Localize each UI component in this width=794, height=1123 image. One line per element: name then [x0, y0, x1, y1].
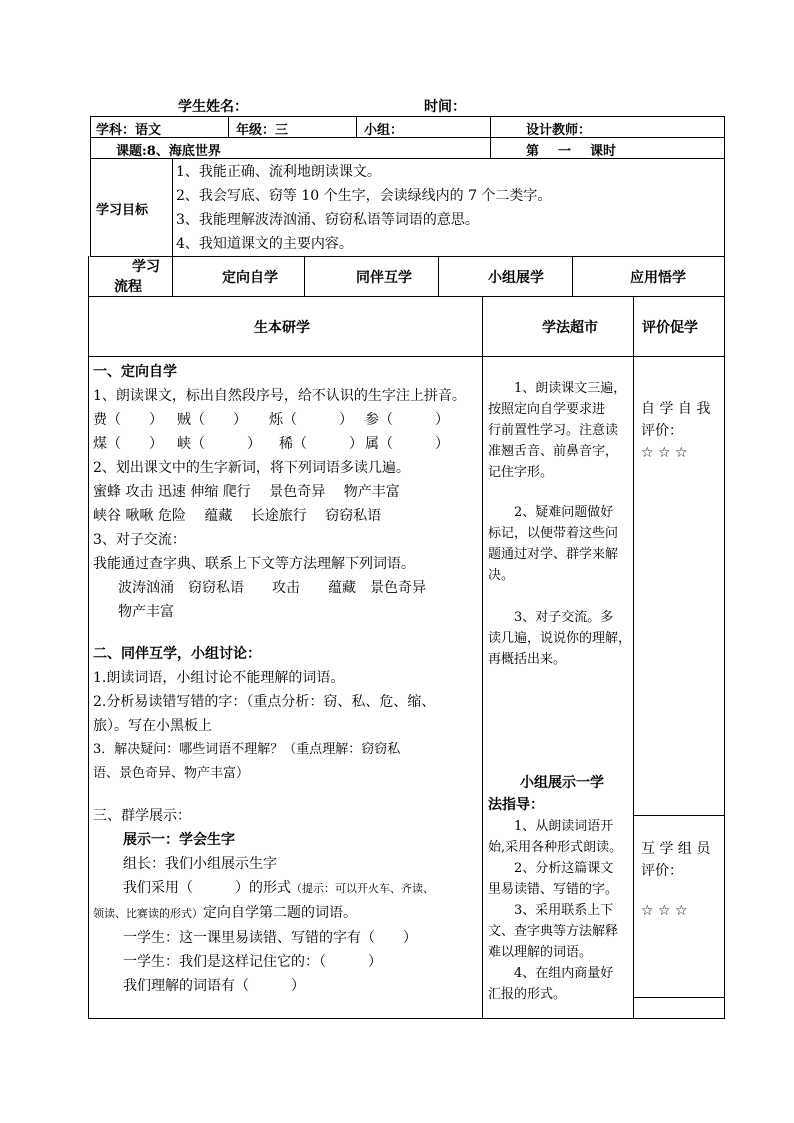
- method-line: 准翘舌音、前鼻音字，: [488, 444, 619, 459]
- section-1-p4: 我能通过查字典、联系上下文等方法理解下列词语。: [93, 556, 415, 572]
- section-2-title: 二、同伴互学，小组讨论：: [93, 646, 261, 662]
- process-label-line2: 流程: [114, 279, 142, 295]
- method-line: 3、对子交流。多: [514, 610, 614, 625]
- method-line: 汇报的形式。: [488, 987, 567, 1002]
- method-line: 难以理解的词语。: [488, 945, 593, 960]
- section-3-l3: [93, 901, 479, 926]
- goals-list: [176, 160, 551, 256]
- time-label: 时间：: [424, 99, 466, 115]
- section-1-title: 一、定向自学: [93, 364, 177, 380]
- method-block-3: [488, 607, 632, 670]
- char-item: 费（ ）: [93, 412, 163, 428]
- method-line: 4、在组内商量好: [514, 966, 614, 981]
- method-line: 标记，以便带着这些问: [488, 526, 619, 541]
- method-line: 行前置性学习。注意读: [488, 423, 619, 438]
- chars-row-2: [93, 432, 479, 456]
- subject-cell: 学科：语文: [96, 123, 162, 138]
- student-name-label: 学生姓名：: [178, 99, 248, 115]
- self-eval-line2: 评价：: [641, 423, 683, 439]
- method-line: 再概括出来。: [488, 652, 567, 667]
- section-3-l6: 我们理解的词语有（ ）: [123, 978, 305, 994]
- period-suffix: 课时: [590, 144, 617, 159]
- section-3-l3a: 领读、比赛读的形式）: [93, 907, 203, 920]
- method-line: 题通过对学、群学来解: [488, 547, 619, 562]
- goal-item: 4、我知道课文的主要内容。: [176, 236, 353, 252]
- method-line: 读几遍，说说你的理解，: [488, 631, 632, 646]
- method-block-4: [488, 816, 632, 1005]
- char-item: 参（ ）: [365, 412, 449, 428]
- section-3-l2: [93, 876, 479, 901]
- words-row-4: 物产丰富: [118, 604, 174, 620]
- col-eval-header: 评价促学: [642, 320, 698, 336]
- section-1-p3: 3、对子交流：: [93, 532, 186, 548]
- period-prefix: 第: [526, 144, 540, 159]
- section-2-p1: 1.朗读词语，小组讨论不能理解的词语。: [93, 670, 345, 686]
- section-3-l2b: （提示：可以开火车、齐读、: [291, 882, 434, 895]
- method-line: 2、分析这篇课文: [514, 861, 614, 876]
- col-method-header: 学法超市: [542, 320, 598, 336]
- group-cell: 小组：: [364, 123, 404, 138]
- words-row-2: 峡谷 啾啾 危险 蕴藏 长途旅行 窃窃私语: [93, 508, 382, 524]
- method-line: 3、采用联系上下: [514, 903, 614, 918]
- char-item: 煤（ ）: [93, 436, 163, 452]
- peer-eval-stars[interactable]: ☆ ☆ ☆: [641, 903, 688, 919]
- period-number: 一: [558, 144, 572, 159]
- method-block-2: [488, 502, 632, 586]
- group-guide-title-a: 小组展示一学: [520, 775, 604, 791]
- section-2-p3a: 3．解决疑问：哪些词语不理解？（重点理解：窃窃私: [93, 742, 401, 757]
- process-step-2: 同伴互学: [356, 270, 412, 286]
- method-block-1: [488, 378, 632, 483]
- section-3-l3b: 定向自学第二题的词语。: [203, 905, 357, 921]
- process-label-line1: 学习: [132, 259, 160, 275]
- main-content: [93, 360, 479, 998]
- section-2-p3b: 语、景色奇异、物产丰富）: [93, 766, 250, 781]
- method-line: 1、朗读课文三遍，: [514, 381, 627, 396]
- section-3-title: 三、群学展示：: [93, 808, 191, 824]
- process-step-4: 应用悟学: [630, 270, 686, 286]
- char-item: 稀（ ）: [279, 436, 363, 452]
- topic-cell: 课题:8、海底世界: [116, 144, 221, 159]
- section-3-sub1: 展示一：学会生字: [123, 832, 235, 848]
- method-line: 始,采用各种形式朗读。: [488, 840, 623, 855]
- section-2-p2b: 旅）。写在小黑板上: [93, 718, 212, 734]
- char-item: 贼（ ）: [177, 412, 247, 428]
- section-3-l1: 组长：我们小组展示生字: [123, 856, 277, 872]
- self-eval-line1: 自 学 自 我: [641, 401, 711, 417]
- goal-item: 2、我会写底、窃等 10 个生字，会读绿线内的 7 个二类字。: [176, 188, 552, 204]
- goal-item: 1、我能正确、流利地朗读课文。: [176, 164, 381, 180]
- designer-cell: 设计教师：: [526, 123, 592, 138]
- process-step-3: 小组展学: [488, 270, 544, 286]
- words-row-1: 蜜蜂 攻击 迅速 伸缩 爬行 景色奇异 物产丰富: [93, 484, 400, 500]
- process-step-1: 定向自学: [222, 270, 278, 286]
- section-3-l4: 一学生：这一课里易读错、写错的字有（ ）: [123, 930, 417, 946]
- section-3-l2a: 我们采用（ ）的形式: [123, 880, 291, 896]
- method-line: 按照定向自学要求进: [488, 402, 606, 417]
- method-line: 2、疑难问题做好: [514, 505, 614, 520]
- grade-cell: 年级：三: [236, 123, 289, 138]
- section-2-p2a: 2.分析易读错写错的字：（重点分析：窃、私、危、缩、: [93, 694, 436, 710]
- method-line: 文、查字典等方法解释: [488, 924, 619, 939]
- words-row-3: 波涛汹涌 窃窃私语 攻击 蕴藏 景色奇异: [118, 580, 426, 596]
- group-guide-title-b: 法指导：: [488, 797, 544, 813]
- goal-item: 3、我能理解波涛汹涌、窃窃私语等词语的意思。: [176, 212, 479, 228]
- method-line: 决。: [488, 568, 515, 583]
- method-line: 里易读错、写错的字。: [488, 882, 619, 897]
- peer-eval-line2: 评价：: [641, 863, 683, 879]
- char-item: 属（ ）: [365, 436, 449, 452]
- method-line: 1、从朗读词语开: [514, 819, 614, 834]
- goals-label: 学习目标: [96, 203, 149, 218]
- peer-eval: [641, 838, 710, 922]
- section-3-l5: 一学生：我们是这样记住它的：（ ）: [123, 954, 382, 970]
- section-1-p1: 1、朗读课文，标出自然段序号，给不认识的生字注上拼音。: [93, 388, 466, 404]
- method-line: 记住字形。: [488, 465, 554, 480]
- self-eval: [641, 398, 710, 464]
- col-main-header: 生本研学: [254, 320, 310, 336]
- char-item: 峡（ ）: [177, 436, 261, 452]
- section-1-p2: 2、划出课文中的生字新词，将下列词语多读几遍。: [93, 460, 410, 476]
- peer-eval-line1: 互 学 组 员: [641, 841, 711, 857]
- self-eval-stars[interactable]: ☆ ☆ ☆: [641, 445, 688, 461]
- char-item: 烁（ ）: [269, 412, 353, 428]
- chars-row-1: [93, 408, 479, 432]
